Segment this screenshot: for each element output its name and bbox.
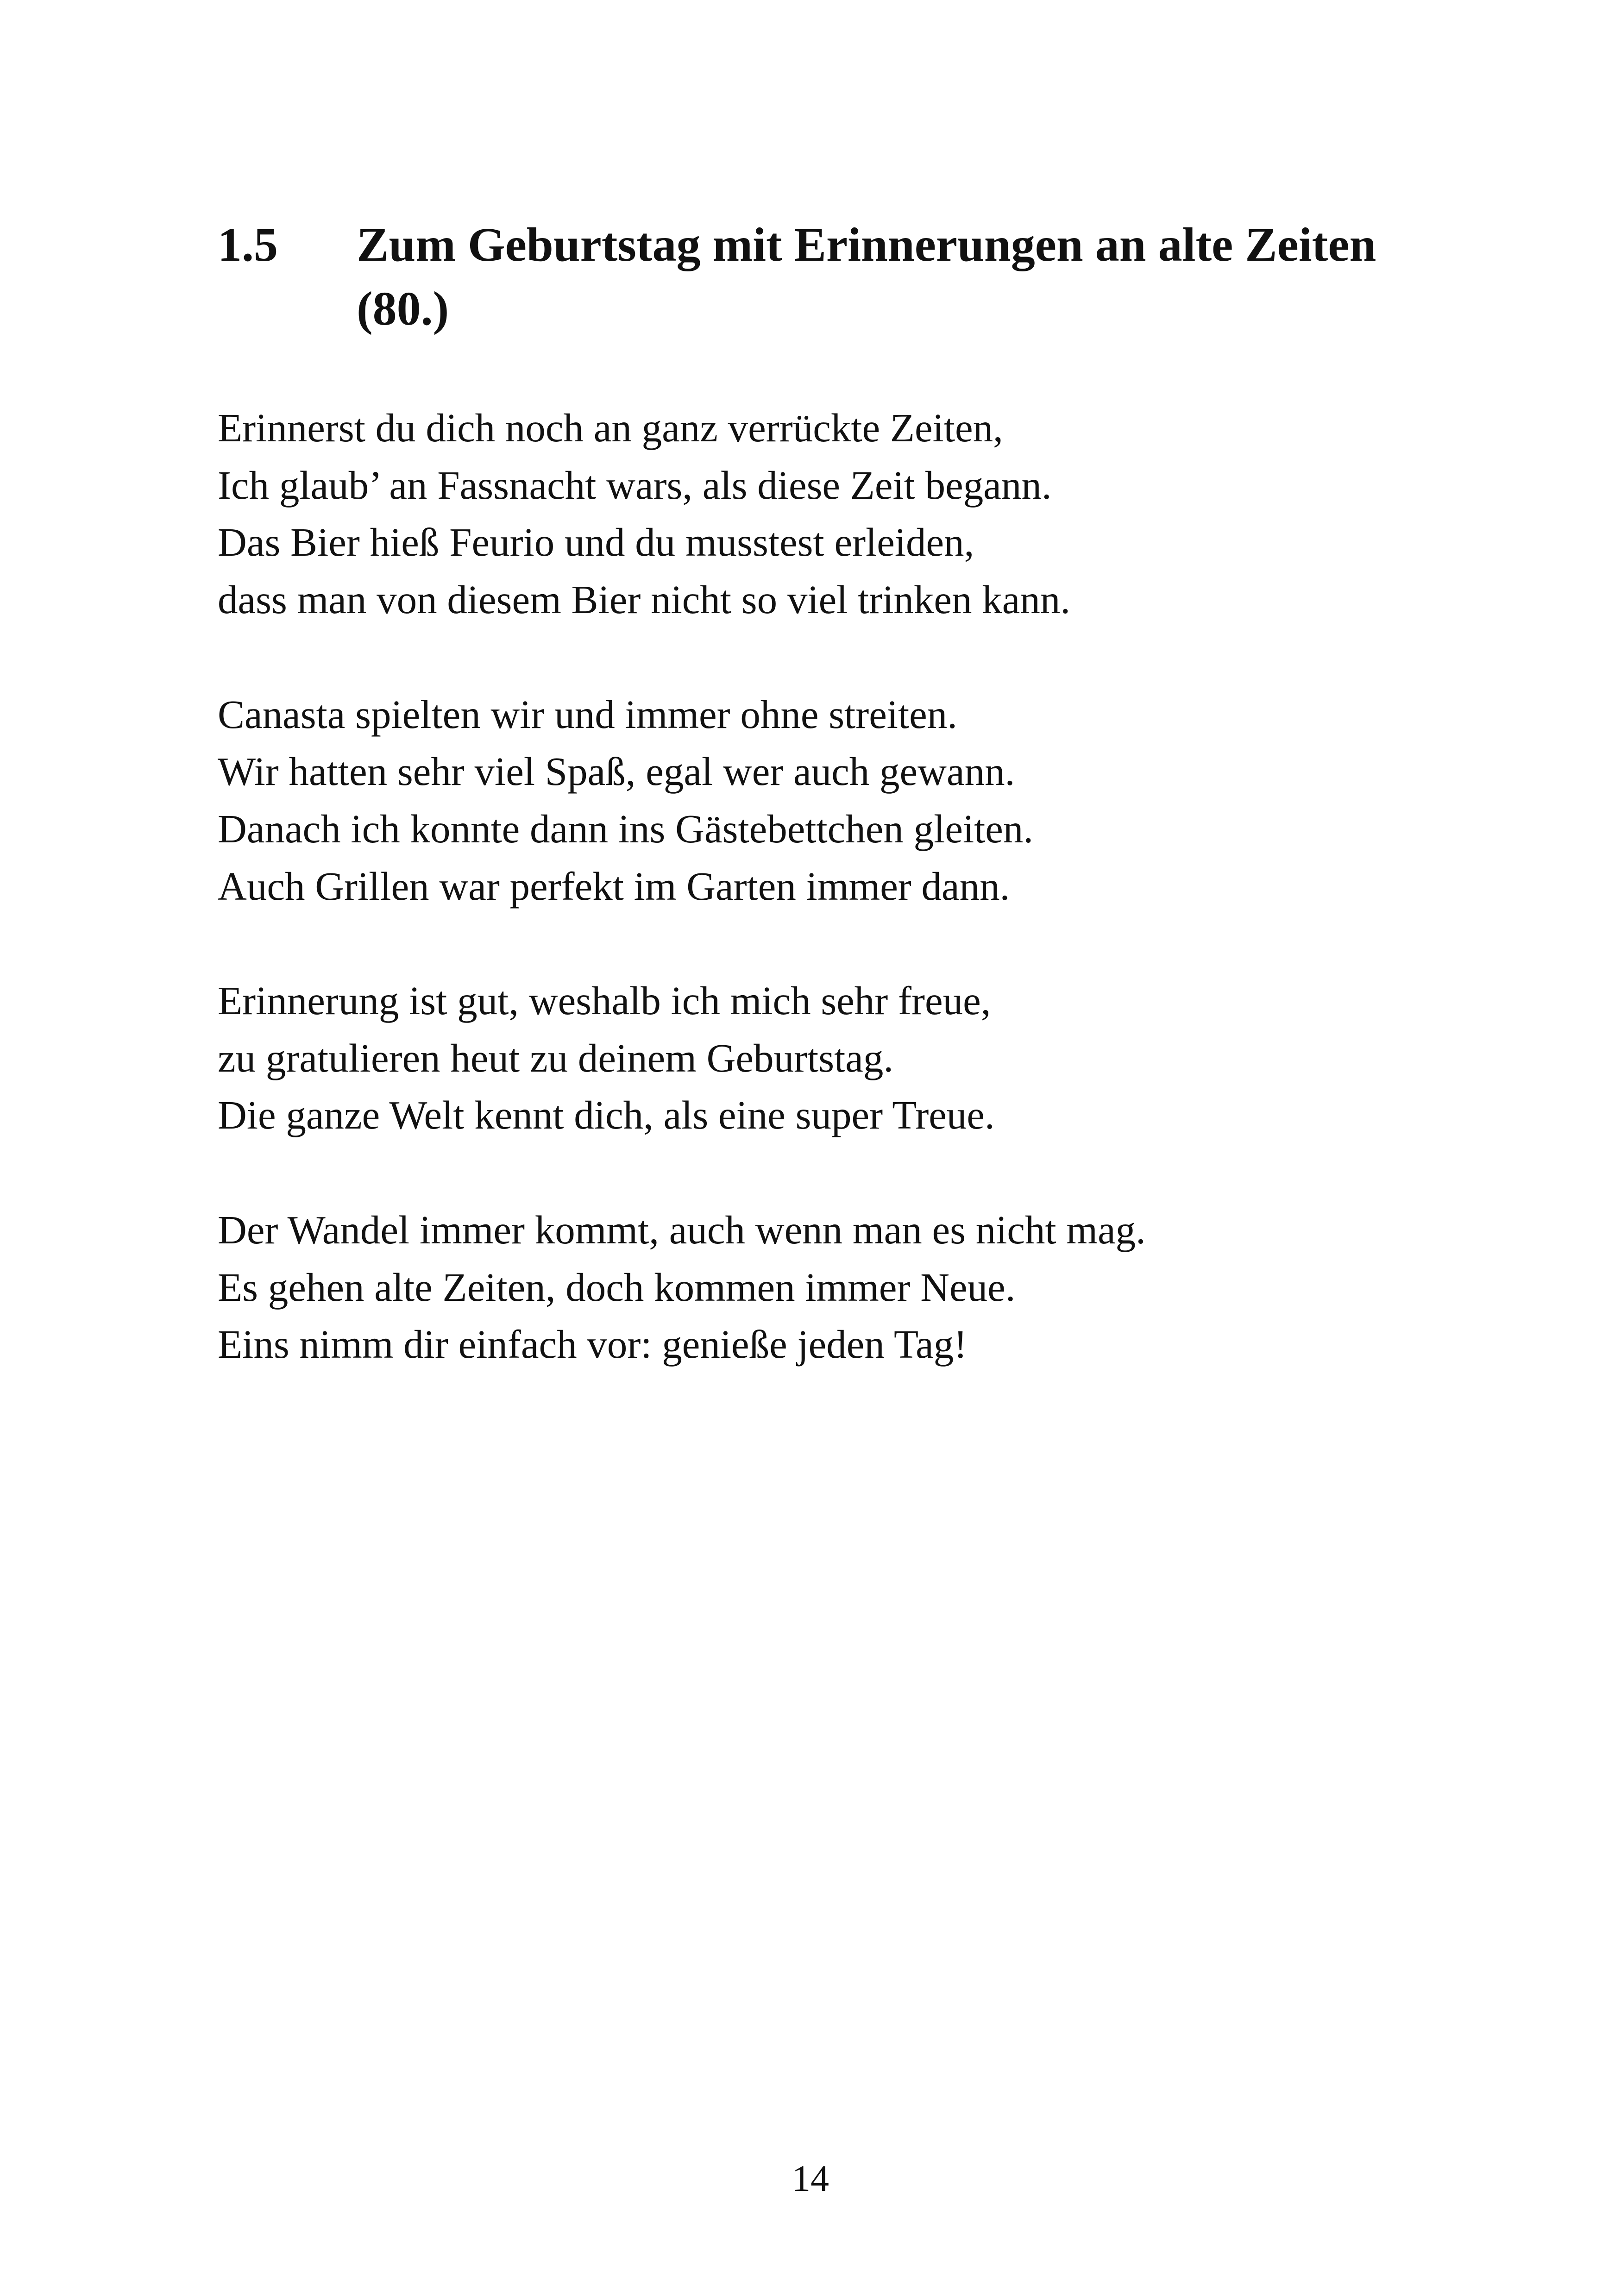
section-title: Zum Geburtstag mit Erinnerungen an alte Zeiten (80.) [357, 218, 1376, 335]
poem-line: Ich glaub’ an Fassnacht wars, als diese Zeit begann. [218, 462, 1052, 508]
section-heading [218, 213, 1468, 341]
stanza-1 [218, 399, 1468, 628]
page-number: 14 [792, 2158, 829, 2199]
poem-line: Canasta spielten wir und immer ohne streiten. [218, 691, 958, 737]
poem-line: Das Bier hieß Feurio und du musstest erleiden, [218, 520, 974, 565]
poem-line: Erinnerst du dich noch an ganz verrückte Zeiten, [218, 405, 1003, 450]
poem-line: Erinnerung ist gut, weshalb ich mich sehr freue, [218, 978, 991, 1023]
stanza-4 [218, 1201, 1468, 1373]
poem-line: Danach ich konnte dann ins Gästebettchen gleiten. [218, 806, 1034, 851]
poem-line: Eins nimm dir einfach vor: genieße jeden Tag! [218, 1322, 968, 1367]
poem-line: Auch Grillen war perfekt im Garten immer dann. [218, 863, 1010, 909]
poem-line: Die ganze Welt kennt dich, als eine super Treue. [218, 1092, 995, 1138]
section-number: 1.5 [218, 218, 278, 271]
stanza-3 [218, 972, 1468, 1144]
poem-line: Wir hatten sehr viel Spaß, egal wer auch gewann. [218, 749, 1015, 794]
poem-line: dass man von diesem Bier nicht so viel trinken kann. [218, 577, 1071, 622]
poem [218, 399, 1468, 1373]
poem-line: zu gratulieren heut zu deinem Geburtstag. [218, 1035, 894, 1080]
poem-line: Es gehen alte Zeiten, doch kommen immer Neue. [218, 1264, 1016, 1310]
stanza-2 [218, 686, 1468, 915]
poem-line: Der Wandel immer kommt, auch wenn man es nicht mag. [218, 1207, 1146, 1252]
